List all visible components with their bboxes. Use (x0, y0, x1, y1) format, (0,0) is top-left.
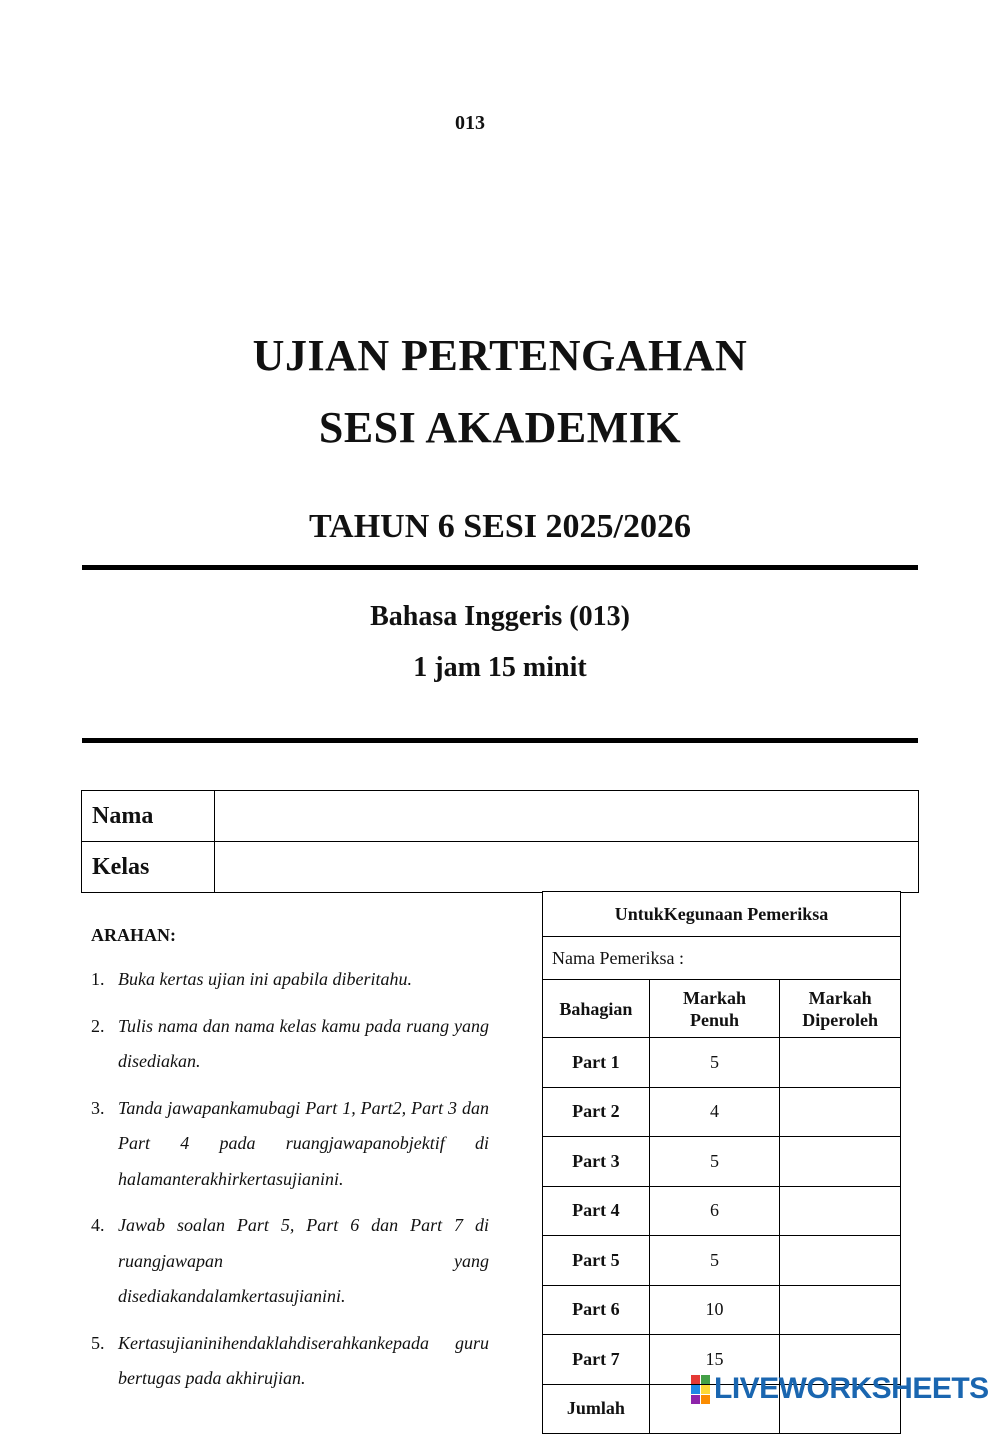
part-label: Part 4 (543, 1186, 650, 1236)
marks-row-part-5 (543, 1236, 901, 1286)
marks-obtained-cell[interactable] (780, 1137, 901, 1187)
full-marks-value: 4 (649, 1087, 780, 1137)
instruction-number: 1. (91, 969, 105, 989)
marks-column-headers (543, 980, 901, 1038)
marks-row-part-3 (543, 1137, 901, 1187)
part-label: Part 3 (543, 1137, 650, 1187)
logo-square (691, 1395, 700, 1404)
paper-code: 013 (455, 112, 485, 134)
marks-table-title-row (543, 892, 901, 937)
column-header-section: Bahagian (543, 980, 650, 1038)
instruction-number: 5. (91, 1332, 105, 1353)
marks-obtained-cell[interactable] (780, 1038, 901, 1088)
logo-square (701, 1395, 710, 1404)
exam-year: TAHUN 6 SESI 2025/2026 (309, 508, 691, 545)
part-label: Part 2 (543, 1087, 650, 1137)
instruction-text: Jawab soalan Part 5, Part 6 dan Part 7 di ruangjawapan yang disediakandalamkertasujianini. (118, 1215, 489, 1306)
liveworksheets-logo-icon (691, 1375, 710, 1404)
exam-title-line2: SESI AKADEMIK (318, 403, 682, 452)
instruction-item (91, 962, 489, 998)
logo-square (701, 1375, 710, 1384)
part-label: Part 1 (543, 1038, 650, 1088)
instruction-text: Buka kertas ujian ini apabila diberitahu. (118, 969, 412, 989)
full-marks-value: 10 (649, 1285, 780, 1335)
examiner-name-label: Nama Pemeriksa : (543, 937, 901, 980)
examiner-marks-table (542, 891, 901, 1434)
part-label: Part 7 (543, 1335, 650, 1385)
watermark-text: LIVEWORKSHEETS (714, 1372, 989, 1405)
instructions-list (91, 962, 489, 1408)
full-marks-value: 5 (649, 1236, 780, 1286)
full-marks-value: 5 (649, 1137, 780, 1187)
instruction-item (91, 1091, 489, 1198)
identity-label: Kelas (82, 842, 215, 893)
logo-square (701, 1385, 710, 1394)
marks-obtained-cell[interactable] (780, 1087, 901, 1137)
divider-bottom (82, 738, 918, 743)
instruction-number: 3. (91, 1097, 105, 1118)
full-marks-value: 5 (649, 1038, 780, 1088)
identity-row-kelas (82, 842, 919, 893)
instruction-text: Tulis nama dan nama kelas kamu pada ruang yang disediakan. (118, 1015, 489, 1071)
identity-label: Nama (82, 791, 215, 842)
liveworksheets-watermark (691, 1373, 989, 1405)
logo-square (691, 1375, 700, 1384)
divider-top (82, 565, 918, 570)
student-identity-table (81, 790, 919, 893)
instruction-number: 2. (91, 1015, 105, 1036)
instruction-number: 4. (91, 1215, 105, 1235)
full-marks-value: 6 (649, 1186, 780, 1236)
column-header-marks-obtained: Markah Diperoleh (780, 980, 901, 1038)
full-marks-value: 15 (649, 1335, 780, 1385)
instruction-text: Tanda jawapankamubagi Part 1, Part2, Part 3 dan Part 4 pada ruangjawapanobjektif di halamanterakhirkertasujianini. (118, 1097, 489, 1189)
marks-row-part-1 (543, 1038, 901, 1088)
marks-row-part-6 (543, 1285, 901, 1335)
marks-table-title: UntukKegunaan Pemeriksa (543, 892, 901, 937)
logo-square (691, 1385, 700, 1394)
instruction-text: Kertasujianinihendaklahdiserahkankepada guru bertugas pada akhirujian. (118, 1332, 489, 1388)
marks-row-part-2 (543, 1087, 901, 1137)
examiner-name-row (543, 937, 901, 980)
instruction-item (91, 1326, 489, 1397)
marks-row-part-4 (543, 1186, 901, 1236)
marks-obtained-cell[interactable] (780, 1285, 901, 1335)
exam-duration: 1 jam 15 minit (413, 652, 587, 683)
class-field[interactable] (215, 842, 919, 893)
part-label: Part 5 (543, 1236, 650, 1286)
subject-title: Bahasa Inggeris (013) (370, 601, 630, 632)
identity-row-nama (82, 791, 919, 842)
column-header-full-marks: Markah Penuh (649, 980, 780, 1038)
instruction-item (91, 1208, 489, 1315)
marks-obtained-cell[interactable] (780, 1236, 901, 1286)
name-field[interactable] (215, 791, 919, 842)
instruction-item (91, 1009, 489, 1080)
total-label: Jumlah (543, 1384, 650, 1434)
instructions-heading: ARAHAN: (91, 925, 176, 945)
part-label: Part 6 (543, 1285, 650, 1335)
exam-title-line1: UJIAN PERTENGAHAN (252, 331, 748, 380)
marks-obtained-cell[interactable] (780, 1186, 901, 1236)
